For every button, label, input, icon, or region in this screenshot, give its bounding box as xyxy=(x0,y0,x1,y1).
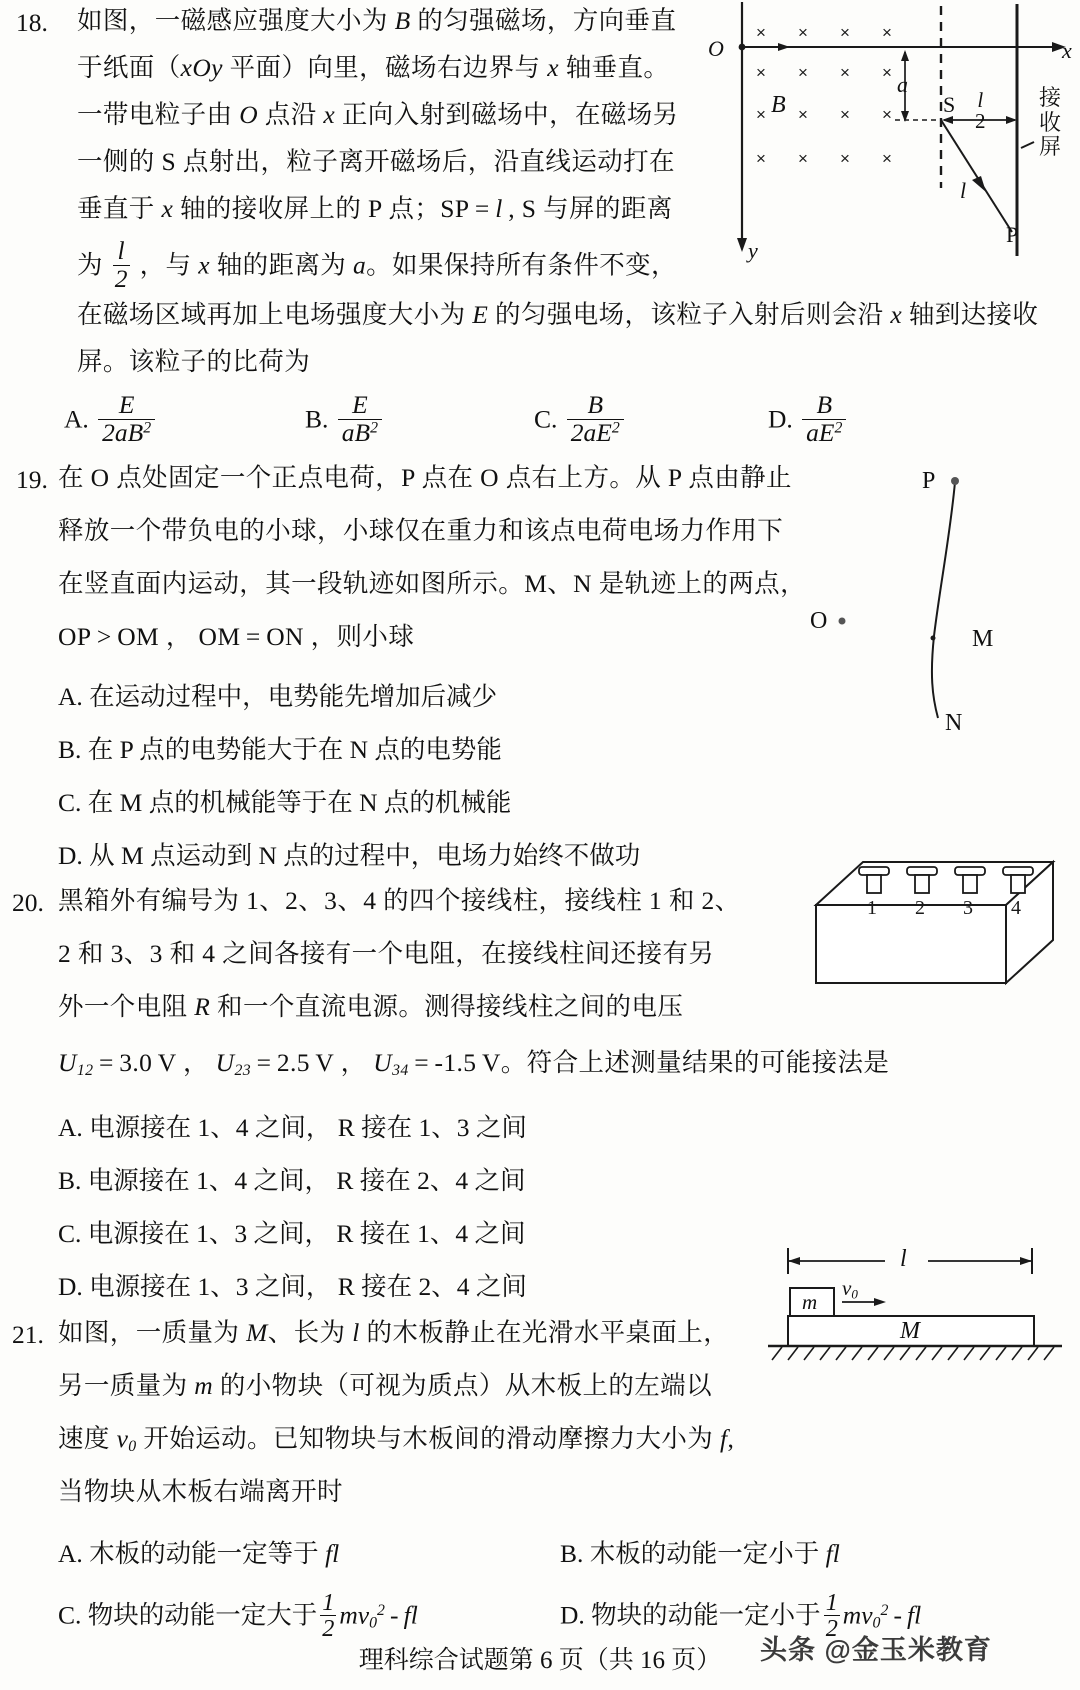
q18-option-a-denominator: 2aB xyxy=(102,417,144,447)
question-number-18: 18. xyxy=(16,8,48,37)
q20-option-a-text: 电源接在 1、4 之间， R 接在 1、3 之间 xyxy=(89,1113,527,1142)
q19-point-p-label: P xyxy=(922,468,936,494)
svg-text:×: × xyxy=(840,63,850,82)
q18-field-label: B xyxy=(771,92,786,118)
svg-text:×: × xyxy=(882,105,892,124)
q18-screen-label: 接 收 屏 xyxy=(1039,85,1062,160)
q20-option-b[interactable] xyxy=(58,1161,526,1197)
q18-stem-line-3: 一带电粒子由 O 点沿 x 正向入射到磁场中，在磁场另 xyxy=(77,100,679,129)
q21-option-b-label: B. xyxy=(560,1539,584,1568)
q21-option-d[interactable]: D. 物块的动能一定小于 $\frac{1}{2}$ $mv_0^2$ - fl xyxy=(560,1589,922,1643)
q19-figure xyxy=(800,466,1070,736)
q18-option-a-label: A. xyxy=(64,404,89,434)
q18-option-b-numerator: E xyxy=(352,390,368,419)
question-number-21: 21. xyxy=(12,1320,44,1349)
q21-option-c-label: C. xyxy=(58,1600,82,1630)
svg-text:×: × xyxy=(882,23,892,42)
q21-board-label: M xyxy=(900,1318,920,1344)
q19-option-d-label: D. xyxy=(58,841,83,870)
svg-text:4: 4 xyxy=(1011,897,1021,919)
q21-option-a-label: A. xyxy=(58,1539,83,1568)
q18-x-axis-label: x xyxy=(1062,38,1072,63)
svg-text:×: × xyxy=(798,149,808,168)
svg-text:×: × xyxy=(756,23,766,42)
q18-half-l-denominator: 2 xyxy=(975,109,986,133)
svg-text:×: × xyxy=(798,105,808,124)
q18-option-d-label: D. xyxy=(768,404,793,434)
q18-option-c-denominator: 2aE xyxy=(570,417,612,447)
q21-stem-line-4: 当物块从木板右端离开时 xyxy=(58,1477,343,1506)
q21-block-label: m xyxy=(802,1290,818,1314)
q19-point-o-label: O xyxy=(810,608,828,634)
q21-figure xyxy=(750,1240,1070,1370)
q18-stem-line-2: 于纸面（xOy 平面）向里，磁场右边界与 x 轴垂直。 xyxy=(77,53,670,82)
q20-option-c-text: 电源接在 1、3 之间， R 接在 1、4 之间 xyxy=(87,1219,526,1248)
q21-stem-line-3: 速度 $v_0$ 开始运动。已知物块与木板间的滑动摩擦力大小为 f, xyxy=(58,1424,735,1455)
q20-stem-line-3: 外一个电阻 R 和一个直流电源。测得接线柱之间的电压 xyxy=(58,992,684,1021)
q18-option-d-denominator: aE xyxy=(806,417,835,447)
q19-option-c[interactable] xyxy=(58,783,511,819)
q18-option-b[interactable] xyxy=(305,392,385,446)
q20-option-a[interactable] xyxy=(58,1108,527,1144)
q19-stem-line-4: OP > OM ， OM = ON ，则小球 xyxy=(58,622,415,651)
q19-point-m-label: M xyxy=(972,626,994,652)
q18-point-s-label: S xyxy=(943,92,956,117)
question-number-19: 19. xyxy=(16,465,48,494)
q18-stem-line-5: 垂直于 x 轴的接收屏上的 P 点；SP = l , S 与屏的距离 xyxy=(77,194,673,223)
q18-option-b-denominator: aB xyxy=(341,417,371,447)
question-number-20: 20. xyxy=(12,888,44,917)
svg-text:×: × xyxy=(840,23,850,42)
svg-text:1: 1 xyxy=(867,897,877,919)
q18-option-d[interactable] xyxy=(768,392,849,446)
svg-text:×: × xyxy=(798,63,808,82)
q18-option-b-label: B. xyxy=(305,404,329,434)
q20-stem-line-2: 2 和 3、3 和 4 之间各接有一个电阻，在接线柱间还接有另 xyxy=(58,939,715,968)
q20-option-c-label: C. xyxy=(58,1219,82,1248)
q18-point-p-label: P xyxy=(1006,222,1019,247)
q21-option-c[interactable]: C. 物块的动能一定大于 $\frac{1}{2}$ $mv_0^2$ - fl xyxy=(58,1589,418,1643)
q20-figure xyxy=(768,840,1068,990)
q18-figure xyxy=(690,0,1080,262)
q21-option-d-label: D. xyxy=(560,1600,585,1630)
q19-option-c-text: 在 M 点的机械能等于在 N 点的机械能 xyxy=(87,788,512,817)
q19-point-n-label: N xyxy=(945,710,963,736)
q18-option-c-numerator: B xyxy=(587,390,604,419)
svg-text:×: × xyxy=(756,63,766,82)
q20-option-b-text: 电源接在 1、4 之间， R 接在 2、4 之间 xyxy=(87,1166,526,1195)
q19-stem-line-2: 释放一个带负电的小球，小球仅在重力和该点电荷电场力作用下 xyxy=(58,516,784,545)
q18-stem-line-8: 屏。该粒子的比荷为 xyxy=(77,347,311,376)
q19-option-b-text: 在 P 点的电势能大于在 N 点的电势能 xyxy=(87,735,502,764)
q20-stem-line-1: 黑箱外有编号为 1、2、3、4 的四个接线柱，接线柱 1 和 2、 xyxy=(58,886,741,915)
q18-half-l-fraction xyxy=(975,90,986,132)
q18-option-a-denominator-exponent: 2 xyxy=(143,418,152,436)
q20-option-c[interactable] xyxy=(58,1214,526,1250)
q21-option-b[interactable]: B. 木板的动能一定小于 fl xyxy=(560,1539,840,1568)
q19-option-c-label: C. xyxy=(58,788,82,817)
q18-distance-a-label: a xyxy=(897,72,908,97)
svg-text:×: × xyxy=(840,105,850,124)
q19-option-b[interactable] xyxy=(58,730,502,766)
q18-option-b-denominator-exponent: 2 xyxy=(370,418,378,436)
q21-stem-line-1: 如图，一质量为 M、长为 l 的木板静止在光滑水平桌面上， xyxy=(58,1318,730,1347)
svg-text:2: 2 xyxy=(915,897,925,919)
q18-option-a-numerator: E xyxy=(118,390,135,419)
q18-stem-line-1: 如图，一磁感应强度大小为 B 的匀强磁场，方向垂直 xyxy=(77,6,677,35)
q18-stem-line-6: 为 $\frac{l}{2}$ ，与 x 轴的距离为 a。如果保持所有条件不变， xyxy=(77,236,677,293)
q21-length-label: l xyxy=(900,1246,907,1272)
q19-stem-line-1: 在 O 点处固定一个正点电荷，P 点在 O 点右上方。从 P 点由静止 xyxy=(58,463,792,492)
q18-option-d-numerator: B xyxy=(816,390,833,419)
q18-option-d-denominator-exponent: 2 xyxy=(834,418,843,436)
q18-origin-label: O xyxy=(708,36,724,61)
q20-option-d-label: D. xyxy=(58,1272,83,1301)
q19-stem-line-3: 在竖直面内运动，其一段轨迹如图所示。M、N 是轨迹上的两点， xyxy=(58,569,806,598)
q18-half-l-numerator: l xyxy=(977,88,984,112)
svg-text:×: × xyxy=(798,23,808,42)
watermark: 头条 @金玉米教育 xyxy=(760,1635,992,1665)
q19-option-a[interactable] xyxy=(58,677,497,713)
q18-option-c-label: C. xyxy=(534,404,558,434)
q20-option-b-label: B. xyxy=(58,1166,82,1195)
svg-text:3: 3 xyxy=(963,897,973,919)
q18-option-c-denominator-exponent: 2 xyxy=(611,418,620,436)
q20-option-a-label: A. xyxy=(58,1113,83,1142)
svg-text:×: × xyxy=(882,63,892,82)
q19-option-b-label: B. xyxy=(58,735,82,764)
q18-segment-l-label: l xyxy=(960,178,967,203)
svg-text:×: × xyxy=(756,149,766,168)
q19-option-d-text: 从 M 点运动到 N 点的过程中，电场力始终不做功 xyxy=(89,841,641,870)
q19-option-a-text: 在运动过程中，电势能先增加后减少 xyxy=(89,682,498,711)
q18-option-c[interactable] xyxy=(534,392,627,446)
q18-option-a[interactable] xyxy=(64,392,158,446)
q20-stem-line-4: $U_{12} = 3.0$ V ， $U_{23} = 2.5$ V ， $U_{34} = -1.5$ V。符合上述测量结果的可能接法是 xyxy=(58,1048,890,1079)
svg-text:×: × xyxy=(840,149,850,168)
q21-velocity-label: $v_0$ xyxy=(842,1276,858,1302)
page-footer: 理科综合试题第 6 页（共 16 页） xyxy=(358,1647,722,1674)
q21-stem-line-2: 另一质量为 m 的小物块（可视为质点）从木板上的左端以 xyxy=(58,1371,712,1400)
svg-text:×: × xyxy=(756,105,766,124)
svg-text:×: × xyxy=(882,149,892,168)
q21-option-a[interactable]: A. 木板的动能一定等于 fl xyxy=(58,1539,340,1568)
q19-option-a-label: A. xyxy=(58,682,83,711)
q18-stem-line-4: 一侧的 S 点射出，粒子离开磁场后，沿直线运动打在 xyxy=(77,147,675,176)
q18-stem-line-7: 在磁场区域再加上电场强度大小为 E 的匀强电场，该粒子入射后则会沿 x 轴到达接收 xyxy=(77,300,1039,329)
q20-option-d[interactable] xyxy=(58,1267,527,1303)
q19-option-d[interactable] xyxy=(58,836,640,872)
q20-option-d-text: 电源接在 1、3 之间， R 接在 2、4 之间 xyxy=(89,1272,527,1301)
q18-y-axis-label: y xyxy=(748,238,758,263)
